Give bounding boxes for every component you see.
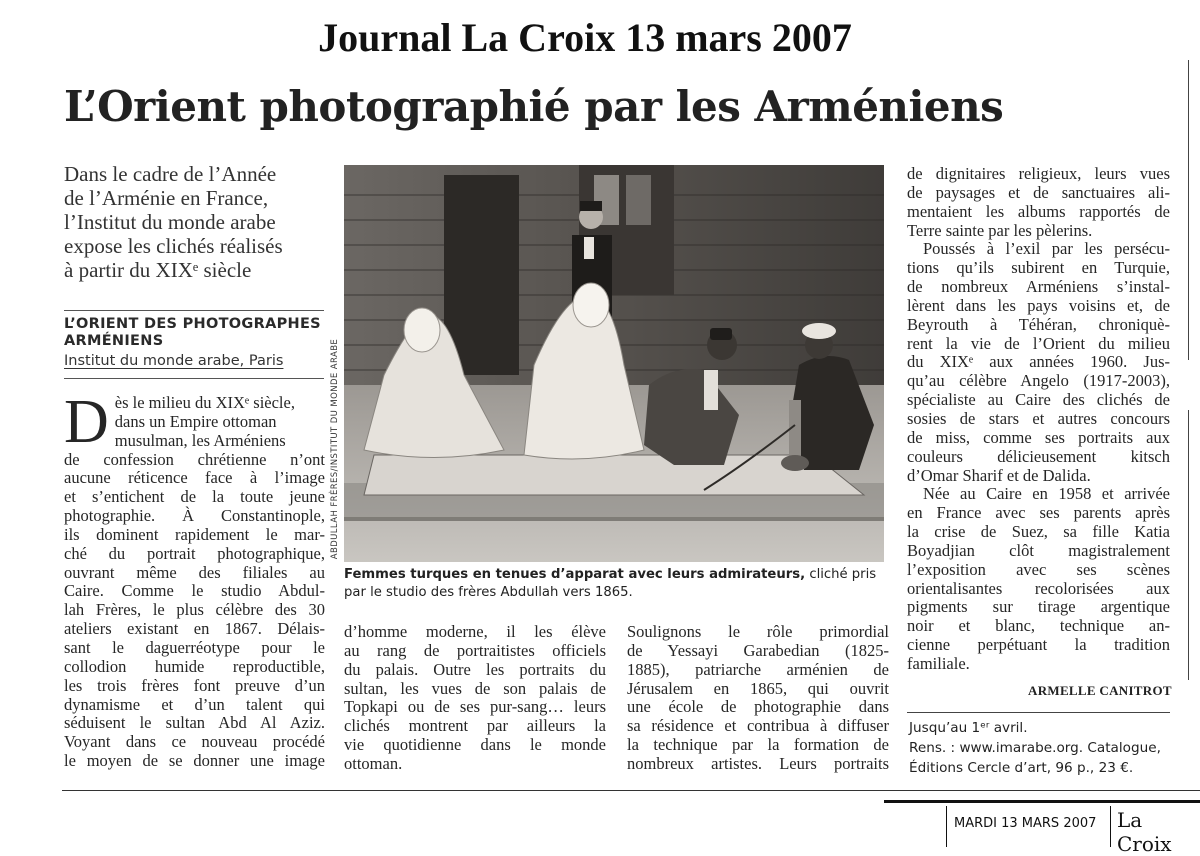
body-line: Beyrouth à Téhéran, chroniquè-: [907, 314, 1170, 334]
footer-date: MARDI 13 MARS 2007: [954, 816, 1097, 831]
body-line: les trois frères font preuve d’un: [64, 675, 325, 695]
body-line: mentaient les albums rapportés de: [907, 201, 1170, 221]
body-line: qu’au célèbre Angelo (1917-2003),: [907, 371, 1170, 391]
body-line: spécialiste au Caire des clichés de: [907, 390, 1170, 410]
body-line: au rang de portraitistes officiels: [344, 640, 606, 660]
caption-text: cliché pris: [809, 567, 877, 582]
body-line: d’homme moderne, il les élève: [344, 622, 606, 641]
lead-line: à partir du XIXᵉ siècle: [64, 258, 252, 282]
body-line: familiale.: [907, 653, 970, 673]
lead-line: l’Institut du monde arabe: [64, 210, 276, 234]
body-line: une école de photographie dans: [627, 697, 889, 717]
body-line: Boyadjian clôt magistralement: [907, 540, 1170, 560]
body-line: vie quotidienne dans le monde: [344, 735, 606, 755]
body-line: orientalisantes recolorisées aux: [907, 578, 1170, 598]
body-line: photographie. À Constantinople,: [64, 506, 325, 526]
column-2: [344, 623, 606, 774]
body-line: de confession chrétienne n’ont: [64, 449, 325, 469]
body-line: du palais. Outre les portraits du: [344, 659, 606, 679]
exhibition-title: [64, 316, 321, 350]
footer-rule: [884, 800, 1200, 803]
body-line: collodion humide reproductible,: [64, 656, 325, 676]
body-line: ottoman.: [344, 753, 403, 773]
body-line: clichés montrent par ailleurs la: [344, 716, 606, 736]
lead-line: Dans le cadre de l’Année: [64, 162, 277, 186]
body-line: Soulignons le rôle primordial: [627, 622, 889, 641]
page-bottom-rule: [62, 790, 1200, 791]
info-top-rule: [64, 310, 324, 311]
body-line: rent la vie de l’Orient du milieu: [907, 333, 1170, 353]
practical-rule: [907, 712, 1170, 713]
lead-line: de l’Arménie en France,: [64, 186, 269, 210]
article-author: ARMELLE CANITROT: [1028, 683, 1172, 698]
photo-credit-text: ABDULLAH FRÈRES/INSTITUT DU MONDE ARABE: [330, 338, 340, 560]
body-line: sosies de stars et autres concours: [907, 408, 1170, 428]
practical-line: Jusqu’au 1ᵉʳ avril.: [909, 720, 1028, 736]
caption-bold: Femmes turques en tenues d’apparat avec leurs admirateurs,: [344, 567, 806, 582]
body-line: sultan, les vues de son palais de: [344, 678, 606, 698]
column-4: [907, 165, 1170, 674]
body-line: lah Frères, le plus célèbre des 30: [64, 600, 325, 620]
footer-divider: [1110, 806, 1111, 847]
exhibition-title-line: ARMÉNIENS: [64, 333, 164, 349]
body-line: du XIXᵉ aux années 1960. Jus-: [907, 352, 1170, 372]
body-line: ateliers existant en 1867. Délais-: [64, 619, 325, 639]
column-3: [627, 623, 889, 774]
body-line: Née au Caire en 1958 et arrivée: [923, 484, 1170, 504]
body-line: ès le milieu du XIXᵉ siècle,: [114, 394, 295, 412]
body-line: couleurs délicieusement kitsch: [907, 446, 1170, 466]
lead-line: expose les clichés réalisés: [64, 234, 283, 258]
body-line: cienne perpétuant la tradition: [907, 635, 1170, 655]
column-1: [64, 394, 325, 771]
body-line: de Yessayi Garabedian (1825-: [627, 640, 889, 660]
body-line: ché du portrait photographique,: [64, 543, 325, 563]
practical-line: Éditions Cercle d’art, 96 p., 23 €.: [909, 760, 1134, 776]
footer-divider: [946, 806, 947, 847]
photo-credit: [330, 332, 340, 572]
info-bottom-rule: [64, 378, 324, 379]
body-line: Topkapi ou de ses pur-sang… leurs: [344, 697, 606, 717]
page-edge-mark: [1188, 410, 1189, 680]
body-line: Poussés à l’exil par les persécu-: [923, 239, 1170, 259]
body-line: lèrent dans les pays voisins et, de: [907, 295, 1170, 315]
body-line: en France avec ses parents après: [907, 503, 1170, 523]
body-line: Voyant dans ce nouveau procédé: [64, 732, 325, 752]
body-line: sant le daguerréotype pour le: [64, 637, 325, 657]
footer-paper-name: La Croix: [1117, 808, 1172, 856]
body-line: Caire. Comme le studio Abdul-: [64, 581, 325, 601]
body-line: et s’entichent de la toute jeune: [64, 487, 325, 507]
drop-cap: D: [64, 394, 109, 451]
exhibition-venue: Institut du monde arabe, Paris: [64, 353, 284, 369]
practical-info: [909, 718, 1161, 778]
photo-caption: [344, 566, 889, 602]
body-line: de dignitaires religieux, leurs vues: [907, 164, 1170, 183]
journal-header-label: Journal La Croix 13 mars 2007: [318, 15, 852, 60]
body-line: de paysages et de sanctuaires ali-: [907, 182, 1170, 202]
body-line: le moyen de se donner une image: [64, 751, 325, 771]
body-line: sa résidence et contribua à diffuser: [627, 716, 889, 736]
body-line: dans un Empire ottoman: [114, 411, 277, 431]
body-line: dynamisme et d’un talent qui: [64, 694, 325, 714]
article-lead: [64, 162, 364, 282]
body-line: ouvrant même des filiales au: [64, 562, 325, 582]
body-line: noir et blanc, technique an-: [907, 616, 1170, 636]
body-line: l’exposition avec ses scènes: [907, 559, 1170, 579]
body-line: la technique par la formation de: [627, 735, 889, 755]
exhibition-title-line: L’ORIENT DES PHOTOGRAPHES: [64, 316, 321, 332]
article-photo: [344, 165, 884, 562]
body-line: 1885), patriarche arménien de: [627, 659, 889, 679]
body-line: nombreux artistes. Leurs portraits: [627, 753, 889, 773]
body-line: Terre sainte par les pèlerins.: [907, 220, 1093, 240]
body-line: séduisent le sultan Abd Al Aziz.: [64, 713, 325, 733]
body-line: pigments sur tirage argentique: [907, 597, 1170, 617]
body-line: musulman, les Arméniens: [114, 430, 286, 450]
body-line: la crise de Suez, sa fille Katia: [907, 522, 1170, 542]
practical-line: Rens. : www.imarabe.org. Catalogue,: [909, 740, 1161, 756]
article-headline: L’Orient photographié par les Arméniens: [64, 82, 1004, 131]
page-edge-mark: [1188, 60, 1189, 360]
body-line: de nombreux Arméniens s’instal-: [907, 277, 1170, 297]
body-line: aucune réticence face à l’image: [64, 468, 325, 488]
body-line: tions qu’ils subirent en Turquie,: [907, 258, 1170, 278]
body-line: d’Omar Sharif et de Dalida.: [907, 465, 1091, 485]
body-line: Jérusalem en 1865, qui ouvrit: [627, 678, 889, 698]
body-line: de miss, comme ses portraits aux: [907, 427, 1170, 447]
caption-text: par le studio des frères Abdullah vers 1865.: [344, 585, 633, 600]
body-line: ils dominent rapidement le mar-: [64, 524, 325, 544]
